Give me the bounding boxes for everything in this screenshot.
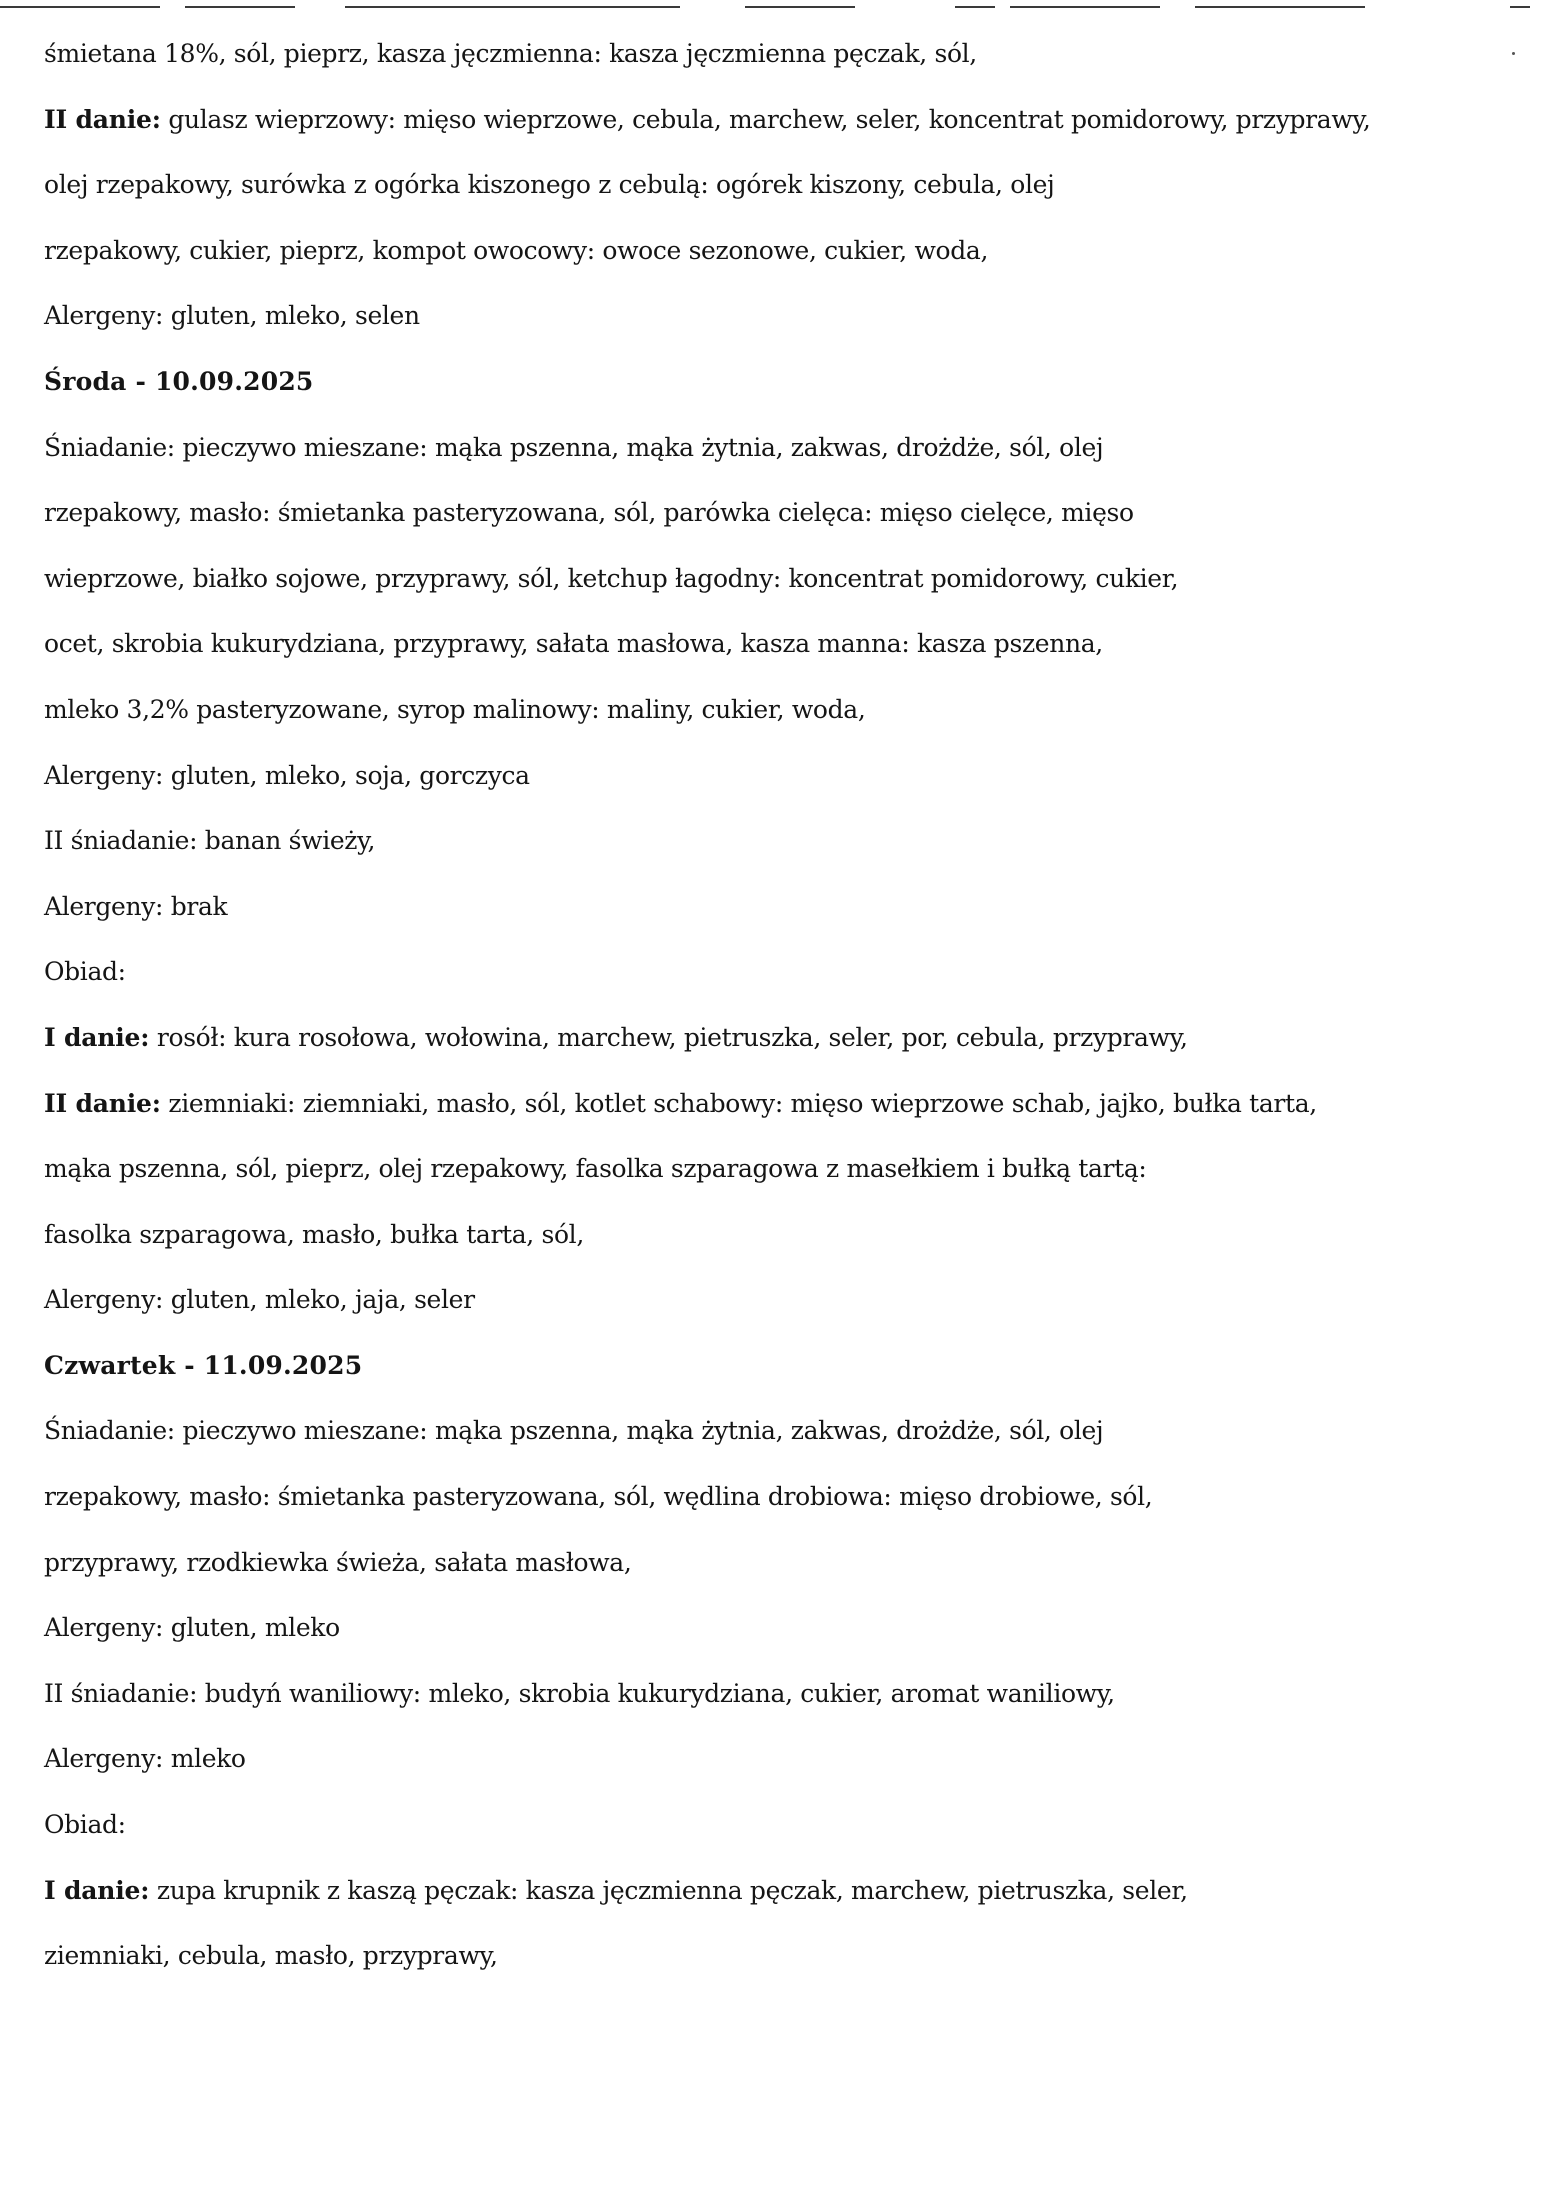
menu-line: przyprawy, rzodkiewka świeża, sałata masłowa, [44, 1547, 632, 1577]
allergens-line: Alergeny: gluten, mleko, selen [44, 301, 420, 331]
menu-line: rzepakowy, masło: śmietanka pasteryzowana, sól, wędlina drobiowa: mięso drobiowe, sól, [44, 1482, 1153, 1512]
day-heading: Czwartek - 11.09.2025 [44, 1350, 363, 1380]
allergens-line: Alergeny: brak [44, 891, 228, 921]
menu-line: fasolka szparagowa, masło, bułka tarta, sól, [44, 1219, 584, 1249]
day-heading: Środa - 10.09.2025 [44, 366, 314, 396]
menu-line: mąka pszenna, sól, pieprz, olej rzepakowy, fasolka szparagowa z masełkiem i bułką tartą: [44, 1154, 1147, 1184]
allergens-line: Alergeny: gluten, mleko [44, 1613, 340, 1643]
allergens-line: Alergeny: gluten, mleko, jaja, seler [44, 1285, 475, 1315]
menu-line: II danie: gulasz wieprzowy: mięso wieprzowe, cebula, marchew, seler, koncentrat pomidorowy, przyprawy, [44, 104, 1371, 134]
meal-label: Obiad: [44, 1810, 126, 1840]
meal-label: Obiad: [44, 957, 126, 987]
allergens-line: Alergeny: mleko [44, 1744, 246, 1774]
menu-line: Śniadanie: pieczywo mieszane: mąka pszenna, mąka żytnia, zakwas, drożdże, sól, olej [44, 1416, 1104, 1446]
menu-line: rzepakowy, cukier, pieprz, kompot owocowy: owoce sezonowe, cukier, woda, [44, 235, 989, 265]
menu-line: mleko 3,2% pasteryzowane, syrop malinowy: maliny, cukier, woda, [44, 694, 866, 724]
menu-line: olej rzepakowy, surówka z ogórka kiszonego z cebulą: ogórek kiszony, cebula, olej [44, 170, 1055, 200]
menu-line: I danie: rosół: kura rosołowa, wołowina, marchew, pietruszka, seler, por, cebula, przyprawy, [44, 1022, 1188, 1052]
menu-line: rzepakowy, masło: śmietanka pasteryzowana, sól, parówka cielęca: mięso cielęce, mięso [44, 498, 1134, 528]
menu-document [44, 38, 1524, 2006]
menu-line: II śniadanie: budyń waniliowy: mleko, skrobia kukurydziana, cukier, aromat waniliowy, [44, 1678, 1115, 1708]
menu-line: II danie: ziemniaki: ziemniaki, masło, sól, kotlet schabowy: mięso wieprzowe schab, jajko, bułka tarta, [44, 1088, 1317, 1118]
menu-line: ocet, skrobia kukurydziana, przyprawy, sałata masłowa, kasza manna: kasza pszenna, [44, 629, 1103, 659]
menu-line: Śniadanie: pieczywo mieszane: mąka pszenna, mąka żytnia, zakwas, drożdże, sól, olej [44, 432, 1104, 462]
menu-line: I danie: zupa krupnik z kaszą pęczak: kasza jęczmienna pęczak, marchew, pietruszka, seler, [44, 1875, 1188, 1905]
menu-line: II śniadanie: banan świeży, [44, 826, 376, 856]
menu-line: śmietana 18%, sól, pieprz, kasza jęczmienna: kasza jęczmienna pęczak, sól, [44, 39, 977, 68]
menu-line: ziemniaki, cebula, masło, przyprawy, [44, 1941, 498, 1971]
scan-edge-marks [0, 0, 1556, 14]
menu-line: wieprzowe, białko sojowe, przyprawy, sól, ketchup łagodny: koncentrat pomidorowy, cukier, [44, 563, 1179, 593]
allergens-line: Alergeny: gluten, mleko, soja, gorczyca [44, 760, 530, 790]
